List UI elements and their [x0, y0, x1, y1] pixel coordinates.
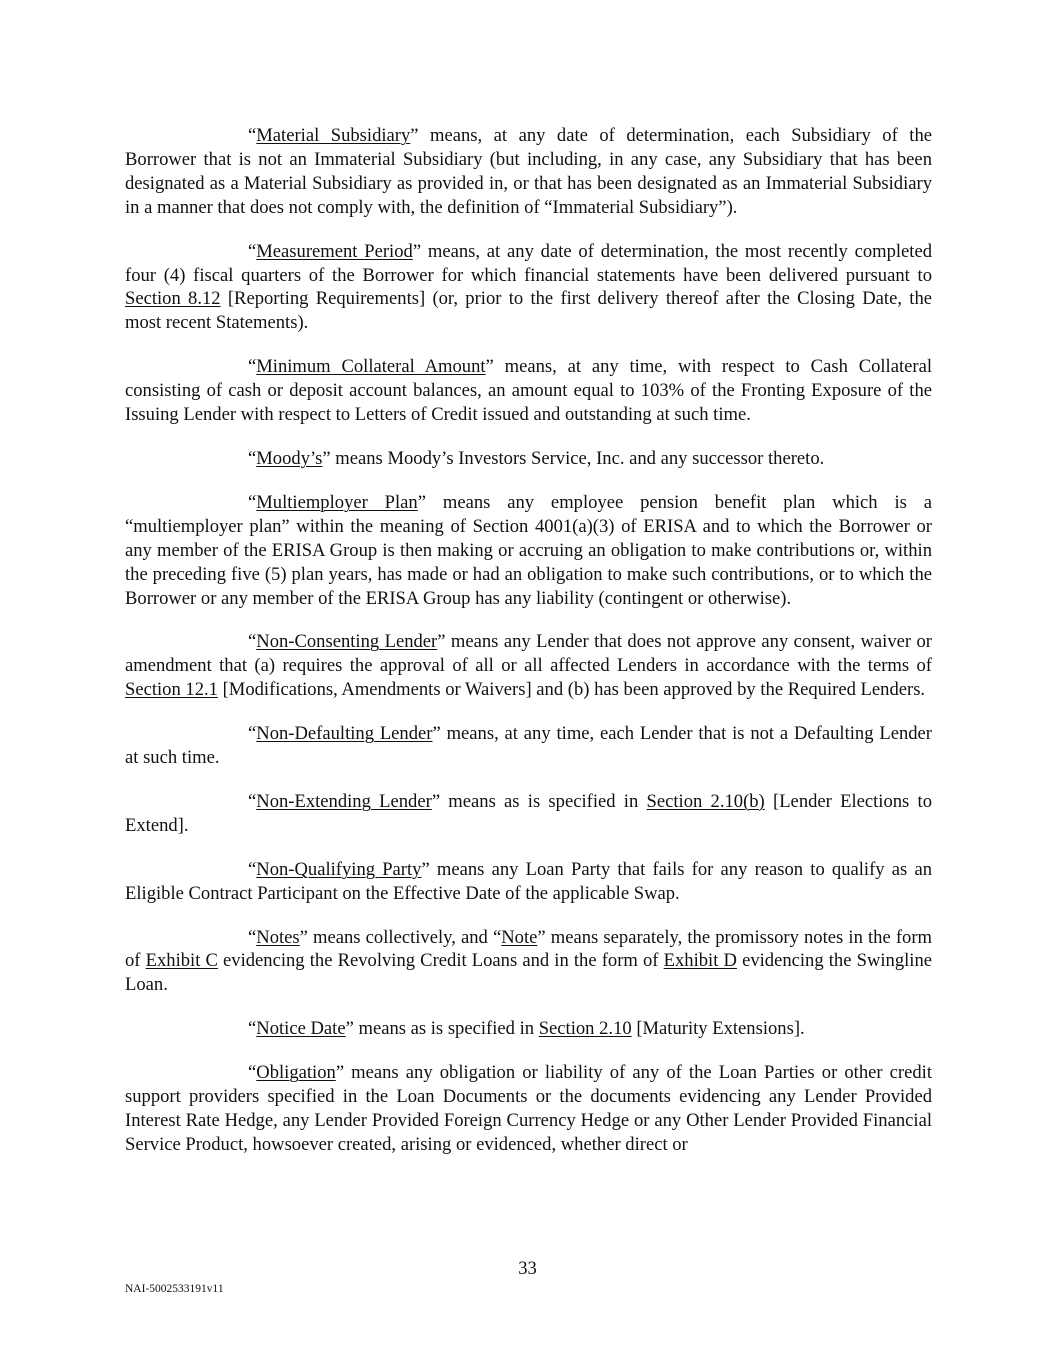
page-number: 33	[518, 1258, 537, 1279]
definition-non-defaulting-lender: “Non-Defaulting Lender” means, at any time, each Lender that is not a Defaulting Lender at such time.	[125, 723, 932, 769]
definition-text: ” means as is specified in	[345, 1018, 539, 1040]
definition-text: evidencing the Swingline Loan.	[125, 950, 933, 996]
definition-non-consenting-lender: “Non-Consenting Lender” means any Lender that does not approve any consent, waiver or amendment that (a) requires the approval of all or all affected Lenders in accordance with the terms of Section 12.1 [Modifications, Amendments or Waivers] and (b) has been approved by the Required Lenders.	[125, 631, 932, 701]
definitions-section	[125, 124, 932, 1177]
defined-term: Notice Date	[256, 1018, 346, 1040]
exhibit-reference: Exhibit C	[145, 950, 218, 972]
definition-material-subsidiary: “Material Subsidiary” means, at any date of determination, each Subsidiary of the Borrower that is not an Immaterial Subsidiary (but including, in any case, any Subsidiary that has been designated as a Material Subsidiary as provided in, or that has been designated as an Immaterial Subsidiary in a manner that does not comply with, the definition of “Immaterial Subsidiary”).	[125, 125, 932, 218]
definition-non-extending-lender: “Non-Extending Lender” means as is specified in Section 2.10(b) [Lender Elections to Extend].	[125, 790, 932, 836]
definition-text: [Lender Elections to Extend].	[125, 790, 932, 836]
definition-text: ” means collectively, and “	[299, 926, 502, 948]
definition-non-qualifying-party: “Non-Qualifying Party” means any Loan Party that fails for any reason to qualify as an Eligible Contract Participant on the Effective Date of the applicable Swap.	[125, 858, 932, 904]
exhibit-reference: Exhibit D	[663, 950, 737, 972]
defined-term: Non-Extending Lender	[256, 790, 432, 812]
section-reference: Section 2.10	[538, 1018, 632, 1040]
defined-term: Notes	[256, 926, 300, 948]
definition-moodys: “Moody’s” means Moody’s Investors Service, Inc. and any successor thereto.	[248, 447, 825, 469]
definition-obligation: “Obligation” means any obligation or liability of any of the Loan Parties or other credit support providers specified in the Loan Documents or the documents evidencing any Lender Provided Interest Rate Hedge, any Lender Provided Foreign Currency Hedge or any Other Lender Provided Financial Service Product, howsoever created, arising or evidenced, whether direct or	[125, 1062, 932, 1155]
definition-text: ” means any obligation or liability of any of the Loan Parties or other credit support providers specified in the Loan Documents or the documents evidencing any Lender Provided Interest Rate Hedge, any Lender Provided Foreign Currency Hedge or any Other Lender Provided Financial Service Product, howsoever created, arising or evidenced, whether direct or	[125, 1062, 932, 1155]
defined-term: Obligation	[256, 1062, 336, 1084]
defined-term: Non-Consenting Lender	[256, 631, 438, 653]
definition-text: ” means any employee pension benefit plan which is a “multiemployer plan” within the meaning of Section 4001(a)(3) of ERISA and to which the Borrower or any member of the ERISA Group is then making or accruing an obligation to make contributions or, within the preceding five (5) plan years, has made or had an obligation to make such contributions, or to which the Borrower or any member of the ERISA Group has any liability (contingent or otherwise).	[125, 491, 932, 609]
section-reference: Section 8.12	[125, 288, 221, 310]
definition-text: ” means, at any date of determination, each Subsidiary of the Borrower that is not an Immaterial Subsidiary (but including, in any case, any Subsidiary that has been designated as a Material Subsidiary as provided in, or that has been designated as an Immaterial Subsidiary in a manner that does not comply with, the definition of “Immaterial Subsidiary”).	[125, 125, 932, 218]
defined-term: Non-Defaulting Lender	[256, 723, 433, 745]
defined-term: Note	[501, 926, 538, 948]
defined-term: Measurement Period	[256, 240, 413, 262]
definition-text: evidencing the Revolving Credit Loans and in the form of	[217, 950, 664, 972]
definition-text: ” means separately, the promissory notes in the form of	[125, 926, 932, 972]
defined-term: Multiemployer Plan	[256, 491, 418, 513]
defined-term: Material Subsidiary	[256, 125, 411, 146]
definition-notes: “Notes” means collectively, and “Note” means separately, the promissory notes in the form of Exhibit C evidencing the Revolving Credit Loans and in the form of Exhibit D evidencing the Swingline Loan.	[125, 926, 933, 996]
definition-text: ” means as is specified in	[431, 790, 647, 812]
definition-text: ” means, at any time, with respect to Cash Collateral consisting of cash or deposit account balances, an amount equal to 103% of the Fronting Exposure of the Issuing Lender with respect to Letters of Credit issued and outstanding at such time.	[125, 356, 933, 426]
section-reference: Section 12.1	[125, 679, 218, 701]
definition-notice-date: “Notice Date” means as is specified in Section 2.10 [Maturity Extensions].	[248, 1018, 805, 1040]
definition-text: ” means any Loan Party that fails for any reason to qualify as an Eligible Contract Participant on the Effective Date of the applicable Swap.	[125, 858, 932, 904]
definition-minimum-collateral-amount: “Minimum Collateral Amount” means, at any time, with respect to Cash Collateral consisting of cash or deposit account balances, an amount equal to 103% of the Fronting Exposure of the Issuing Lender with respect to Letters of Credit issued and outstanding at such time.	[125, 356, 933, 426]
definition-text: ” means, at any date of determination, the most recently completed four (4) fiscal quarters of the Borrower for which financial statements have been delivered pursuant to	[125, 240, 933, 286]
definition-measurement-period: “Measurement Period” means, at any date of determination, the most recently completed four (4) fiscal quarters of the Borrower for which financial statements have been delivered pursuant to Section 8.12 [Reporting Requirements] (or, prior to the first delivery thereof after the Closing Date, the most recent Statements).	[125, 240, 933, 334]
definition-text: ” means any Lender that does not approve any consent, waiver or amendment that (a) requires the approval of all or all affected Lenders in accordance with the terms of	[125, 631, 932, 677]
definition-text: ” means, at any time, each Lender that is not a Defaulting Lender at such time.	[125, 723, 932, 769]
definition-multiemployer-plan: “Multiemployer Plan” means any employee pension benefit plan which is a “multiemployer plan” within the meaning of Section 4001(a)(3) of ERISA and to which the Borrower or any member of the ERISA Group is then making or accruing an obligation to make contributions or, within the preceding five (5) plan years, has made or had an obligation to make such contributions, or to which the Borrower or any member of the ERISA Group has any liability (contingent or otherwise).	[125, 491, 932, 609]
definition-text: ” means Moody’s Investors Service, Inc. and any successor thereto.	[322, 447, 825, 469]
defined-term: Moody’s	[256, 447, 323, 469]
section-reference: Section 2.10(b)	[646, 790, 765, 812]
defined-term: Non-Qualifying Party	[256, 858, 422, 880]
definition-text: [Maturity Extensions].	[631, 1018, 805, 1040]
definition-text: [Modifications, Amendments or Waivers] and (b) has been approved by the Required Lenders.	[217, 679, 926, 701]
document-id: NAI-5002533191v11	[125, 1283, 224, 1295]
definition-text: [Reporting Requirements] (or, prior to the first delivery thereof after the Closing Date, the most recent Statements).	[125, 288, 932, 334]
defined-term: Minimum Collateral Amount	[256, 356, 486, 378]
